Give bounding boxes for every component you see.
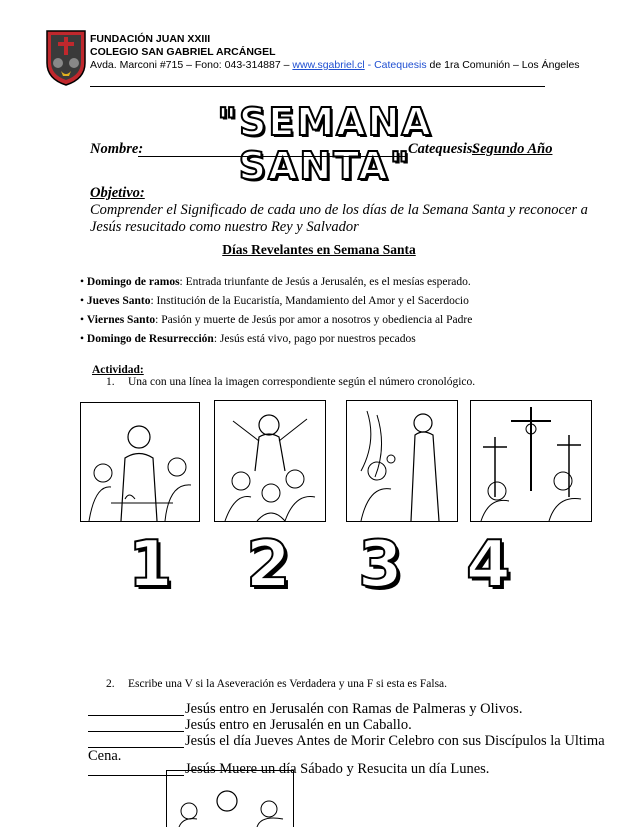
list-item: • Domingo de Resurrección: Jesús está vivo, pago por nuestros pecados [80, 333, 416, 345]
statement-3: Jesús el día Jueves Antes de Morir Celebro con sus Discípulos la Ultima [185, 733, 605, 749]
step1-number: 1. [106, 376, 115, 388]
answer-blank-2[interactable] [88, 719, 184, 732]
step2-text: Escribe una V si la Aseveración es Verdadera y una F si esta es Falsa. [128, 678, 448, 690]
number-2[interactable]: 2 [246, 528, 291, 602]
separator: - [367, 59, 372, 71]
list-item: • Jueves Santo: Institución de la Eucaristía, Mandamiento del Amor y el Sacerdocio [80, 295, 469, 307]
days-list [80, 273, 600, 349]
statement-3-continuation: Cena. [88, 748, 122, 764]
number-1[interactable]: 1 [128, 528, 173, 602]
number-4[interactable]: 4 [466, 528, 511, 602]
address-line [90, 59, 590, 72]
objective-line1: Comprender el Significado de cada uno de los días de la Semana Santa y reconocer a [90, 202, 588, 218]
number-3[interactable]: 3 [358, 528, 403, 602]
school-crest-icon [45, 29, 87, 87]
step2-number: 2. [106, 678, 115, 690]
objective-heading: Objetivo: [90, 185, 145, 201]
address-prefix: Avda. Marconi #715 – Fono: 043-314887 – [90, 59, 290, 71]
image-last-supper-overlay[interactable] [166, 770, 294, 827]
catequesis-word: Catequesis [374, 59, 427, 71]
statement-1: Jesús entro en Jerusalén con Ramas de Palmeras y Olivos. [185, 701, 523, 717]
days-heading: Días Revelantes en Semana Santa [222, 242, 416, 257]
image-resurrection[interactable] [346, 400, 458, 522]
step1-text: Una con una línea la imagen correspondiente según el número cronológico. [128, 376, 476, 388]
answer-blank-1[interactable] [88, 703, 184, 716]
activity-heading: Actividad: [92, 364, 144, 376]
header-divider [90, 86, 545, 87]
statement-4: Jesús Muere un día Sábado y Resucita un día Lunes. [185, 761, 490, 777]
image-palm-sunday[interactable] [214, 400, 326, 522]
list-item: • Viernes Santo: Pasión y muerte de Jesús por amor a nosotros y obediencia al Padre [80, 314, 473, 326]
catequesis-value: Segundo Año [472, 141, 553, 157]
name-field[interactable] [138, 142, 406, 157]
school-name: COLEGIO SAN GABRIEL ARCÁNGEL [90, 46, 276, 58]
objective-line2: Jesús resucitado como nuestro Rey y Salvador [90, 219, 359, 235]
foundation-name: FUNDACIÓN JUAN XXIII [90, 33, 211, 45]
page-title: "SEMANA SANTA" [217, 100, 433, 188]
list-item: • Domingo de ramos: Entrada triunfante de Jesús a Jerusalén, es el mesías esperado. [80, 276, 471, 288]
answer-blank-3[interactable] [88, 735, 184, 748]
statement-2: Jesús entro en Jerusalén en un Caballo. [185, 717, 412, 733]
website-link[interactable]: www.sgabriel.cl [292, 59, 365, 71]
address-suffix: de 1ra Comunión – Los Ángeles [429, 59, 580, 71]
name-label: Nombre: [90, 141, 144, 157]
image-crucifixion[interactable] [470, 400, 592, 522]
image-last-supper[interactable] [80, 402, 200, 522]
catequesis-label: Catequesis: [408, 141, 478, 157]
